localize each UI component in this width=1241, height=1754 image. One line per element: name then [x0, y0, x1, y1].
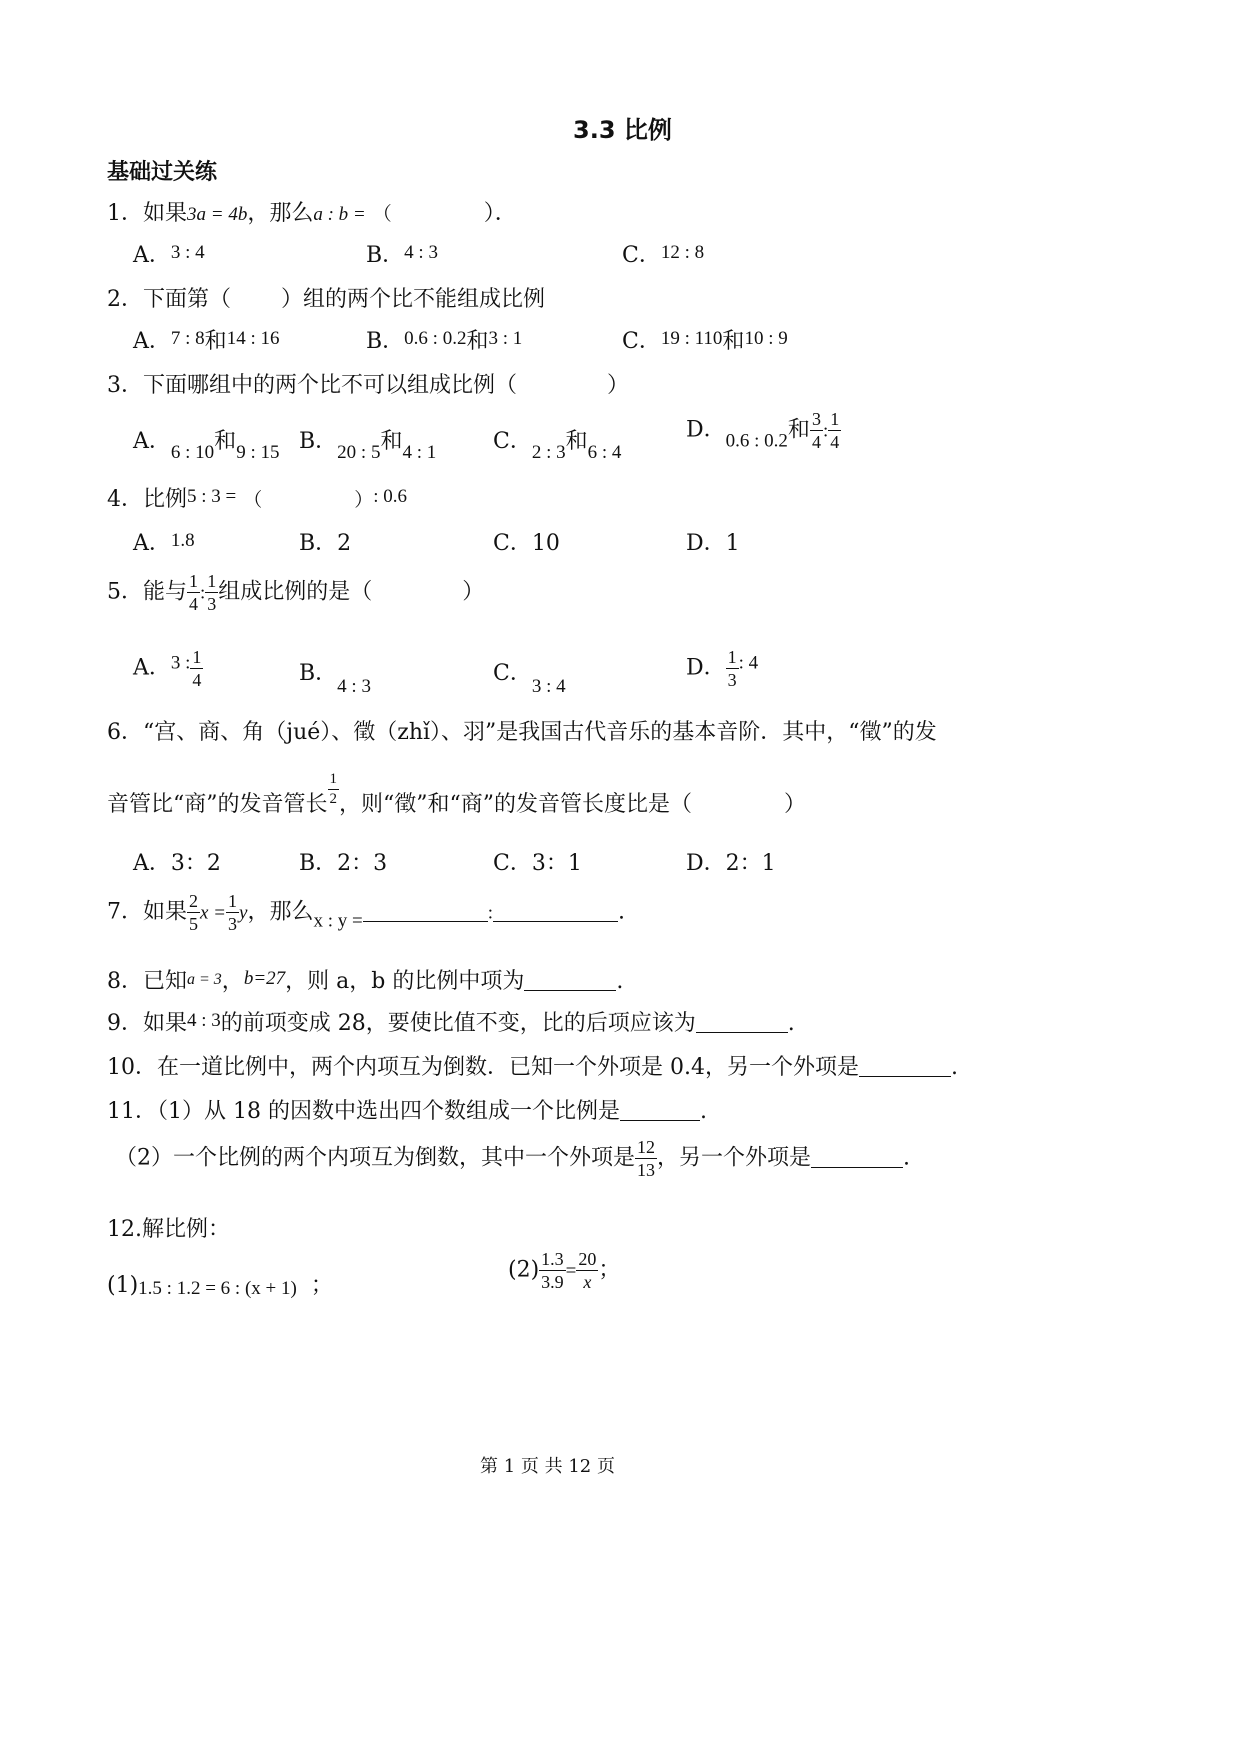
fraction: $\frac{1}{4}$: [189, 571, 198, 614]
q1-option-b: [366, 238, 438, 269]
option-value: 3：1: [531, 851, 582, 876]
q6-option-c: [493, 846, 582, 877]
and-word: 和: [565, 429, 588, 454]
question-4: [107, 482, 407, 513]
option-value: 2: [337, 531, 352, 556]
question-3: [107, 368, 629, 399]
fraction: $\frac{1}{4}$: [830, 409, 840, 452]
period: .: [903, 1145, 911, 1171]
q7-expression: x : y =: [313, 910, 363, 932]
q1-paren-open: （: [372, 204, 392, 225]
fraction: $\frac{1}{3}$: [727, 647, 737, 690]
and-word: 和: [380, 429, 403, 454]
option-label: B．: [366, 243, 405, 268]
question-11-part-1: [107, 1094, 707, 1125]
and-word: 和: [722, 329, 745, 354]
q5-text: 组成比例的是（: [218, 579, 373, 605]
option-label: B．: [299, 851, 338, 876]
q11-part1-text: 11．（1）从 18 的因数中选出四个数组成一个比例是: [107, 1099, 620, 1124]
option-label: C．: [493, 429, 532, 454]
q6-paren-close: ）: [784, 792, 807, 817]
and-word: 和: [214, 429, 237, 454]
option-value: 3：2: [170, 851, 221, 876]
fraction: $\frac{1}{4}$: [192, 647, 202, 690]
option-label: C．: [493, 661, 532, 686]
answer-blank[interactable]: [493, 901, 618, 922]
q5-option-d: [686, 648, 758, 689]
option-value: 10 : 9: [744, 328, 788, 349]
question-8: [107, 964, 623, 995]
page-title: 3.3 比例: [573, 116, 672, 144]
option-value: 14 : 16: [226, 328, 280, 349]
q2-option-b: [366, 324, 522, 355]
q6-option-b: [299, 846, 387, 877]
q1-expression: a : b =: [313, 204, 366, 225]
q2-option-a: [133, 324, 279, 355]
q1-paren-close: ）．: [483, 201, 517, 226]
question-7: [107, 892, 625, 933]
q11-part2-text-b: ，另一个外项是: [657, 1145, 812, 1171]
option-value: 7 : 8: [170, 328, 205, 349]
option-label: B．: [299, 429, 338, 454]
q10-text: 10．在一道比例中，两个内项互为倒数．已知一个外项是 0.4，另一个外项是: [107, 1055, 859, 1080]
q5-paren-close: ）: [462, 579, 485, 605]
option-value: 2 : 3: [531, 442, 566, 463]
q4-prefix: 4．比例: [107, 487, 187, 512]
question-6-line-2: [107, 772, 806, 818]
q6-option-d: [686, 846, 776, 877]
option-label: D．: [686, 531, 726, 556]
option-value: 4 : 1: [402, 442, 437, 463]
q8-b: b=27: [243, 968, 286, 989]
q7-x: x =: [200, 902, 227, 924]
colon: :: [822, 420, 829, 442]
q1-option-c: [622, 238, 704, 269]
answer-blank[interactable]: [811, 1147, 903, 1168]
colon: :: [487, 902, 493, 924]
q3-text-a: 3．下面哪组中的两个比不可以组成比例（: [107, 373, 517, 398]
period: .: [950, 1055, 958, 1080]
q12-p1-expression: 1.5 : 1.2 = 6 : (x + 1): [138, 1278, 297, 1299]
and-word: 和: [466, 329, 489, 354]
q6-option-a: [133, 846, 221, 877]
option-label: C．: [622, 329, 661, 354]
option-label: D．: [686, 655, 726, 681]
q7-mid: ，那么: [247, 899, 314, 925]
option-value: 20 : 5: [337, 442, 381, 463]
option-value: : 4: [738, 652, 759, 674]
option-label: A．: [133, 243, 171, 268]
q7-prefix: 7．如果: [107, 899, 187, 925]
period: .: [616, 969, 624, 994]
option-value: 4 : 3: [337, 676, 371, 697]
option-value: 0.6 : 0.2: [725, 430, 788, 452]
question-2: [107, 282, 545, 313]
q3-option-b: [299, 424, 436, 464]
fraction: $\frac{1}{3}$: [228, 891, 238, 934]
q9-ratio: 4 : 3: [187, 1010, 221, 1031]
page-footer: 第 1 页 共 12 页: [480, 1456, 615, 1477]
q6-text-b: ，则“徵”和“商”的发音管长度比是（: [339, 792, 692, 817]
option-label: A．: [133, 655, 171, 681]
semicolon: ；: [310, 1273, 333, 1298]
q6-text-a: 音管比“商”的发音管长: [107, 792, 328, 817]
option-value: 3 : 1: [488, 328, 523, 349]
question-9: [107, 1006, 795, 1037]
q4-option-a: [133, 526, 195, 557]
q2-text-a: 2．下面第（: [107, 287, 231, 312]
option-label: C．: [622, 243, 661, 268]
option-label: A．: [133, 531, 171, 556]
q4-option-b: [299, 526, 351, 557]
q3-option-c: [493, 424, 621, 464]
question-1: [107, 196, 517, 227]
q11-part2-text-a: （2）一个比例的两个内项互为倒数，其中一个外项是: [115, 1145, 635, 1171]
q8-prefix: 8．已知: [107, 969, 187, 994]
option-value: 1: [725, 531, 740, 556]
q5-option-c: [493, 656, 566, 698]
q8-text: ，则 a，b 的比例中项为: [285, 969, 525, 994]
question-5: [107, 572, 484, 613]
q4-option-c: [493, 526, 560, 557]
q1-mid: ，那么: [247, 201, 314, 226]
fraction: $\frac{12}{13}$: [637, 1137, 655, 1180]
q5-option-b: [299, 656, 371, 698]
q2-option-c: [622, 324, 788, 355]
fraction: $\frac{1}{2}$: [329, 771, 337, 807]
section-heading: 基础过关练: [107, 160, 218, 185]
semicolon: ；: [598, 1257, 621, 1283]
option-value: 9 : 15: [236, 442, 280, 463]
period: .: [618, 899, 625, 925]
option-label: D．: [686, 851, 726, 876]
fraction: $\frac{1}{3}$: [207, 571, 217, 614]
option-label: C．: [493, 851, 532, 876]
q1-condition: 3a = 4b: [187, 204, 248, 225]
q5-option-a: [133, 648, 203, 689]
period: .: [787, 1011, 795, 1036]
question-6-line-1: 6．“宫、商、角（jué）、徵（zhǐ）、羽”是我国古代音乐的基本音阶．其中，“徵”的发: [107, 720, 937, 745]
option-label: B．: [366, 329, 405, 354]
option-value: 1.8: [170, 530, 195, 551]
option-value: 12 : 8: [660, 242, 705, 263]
option-value: 10: [531, 531, 560, 556]
q4-tail: : 0.6: [373, 486, 408, 507]
answer-blank[interactable]: [363, 901, 488, 922]
q9-prefix: 9．如果: [107, 1011, 187, 1036]
colon: :: [200, 582, 206, 604]
fraction: $\frac{2}{5}$: [189, 891, 198, 934]
option-value: 2：3: [337, 851, 388, 876]
q4-expression: 5 : 3 =: [187, 486, 237, 507]
question-11-part-2: [115, 1138, 910, 1179]
q3-option-d: [686, 410, 841, 453]
q9-text: 的前项变成 28，要使比值不变，比的后项应该为: [220, 1011, 696, 1036]
part-label: (2): [508, 1257, 540, 1283]
part-label: (1): [107, 1273, 139, 1298]
q1-prefix: 1．如果: [107, 201, 187, 226]
q7-y: y: [239, 902, 248, 924]
question-10: [107, 1050, 958, 1081]
option-value: 3 :: [170, 652, 191, 674]
option-value: 3 : 4: [531, 676, 566, 697]
answer-blank[interactable]: [859, 1056, 951, 1077]
q4-paren-open: （: [243, 490, 263, 511]
question-12-part-1: [107, 1268, 333, 1300]
and-word: 和: [787, 417, 810, 443]
separator: ，: [221, 969, 244, 994]
q3-text-b: ）: [607, 373, 630, 398]
option-label: C．: [493, 531, 532, 556]
fraction: $\frac{20}{x}$: [578, 1249, 597, 1292]
option-value: 4 : 3: [404, 242, 438, 263]
option-value: 0.6 : 0.2: [404, 328, 467, 349]
option-label: B．: [299, 661, 338, 686]
equals: =: [565, 1260, 577, 1282]
q4-option-d: [686, 526, 740, 557]
answer-blank[interactable]: [524, 970, 616, 991]
option-label: D．: [686, 417, 726, 443]
option-label: A．: [133, 329, 171, 354]
answer-blank[interactable]: [620, 1100, 700, 1121]
q3-option-a: [133, 424, 279, 464]
fraction: $\frac{3}{4}$: [811, 409, 821, 452]
q4-paren-close: ）: [354, 490, 374, 511]
q5-prefix: 5．能与: [107, 579, 187, 605]
option-value: 19 : 110: [660, 328, 723, 349]
period: .: [699, 1099, 707, 1124]
option-value: 2：1: [725, 851, 776, 876]
q2-text-b: ）组的两个比不能组成比例: [281, 287, 546, 312]
fraction: $\frac{1.3}{3.9}$: [541, 1249, 564, 1292]
q8-a: a = 3: [187, 971, 222, 988]
answer-blank[interactable]: [696, 1012, 788, 1033]
option-label: B．: [299, 531, 338, 556]
option-label: A．: [133, 851, 171, 876]
and-word: 和: [204, 329, 227, 354]
question-12-title: 12.解比例：: [107, 1217, 230, 1242]
option-value: 6 : 4: [587, 442, 622, 463]
question-12-part-2: [508, 1250, 620, 1291]
option-value: 6 : 10: [170, 442, 215, 463]
option-label: A．: [133, 429, 171, 454]
q1-option-a: [133, 238, 205, 269]
option-value: 3 : 4: [170, 242, 205, 263]
